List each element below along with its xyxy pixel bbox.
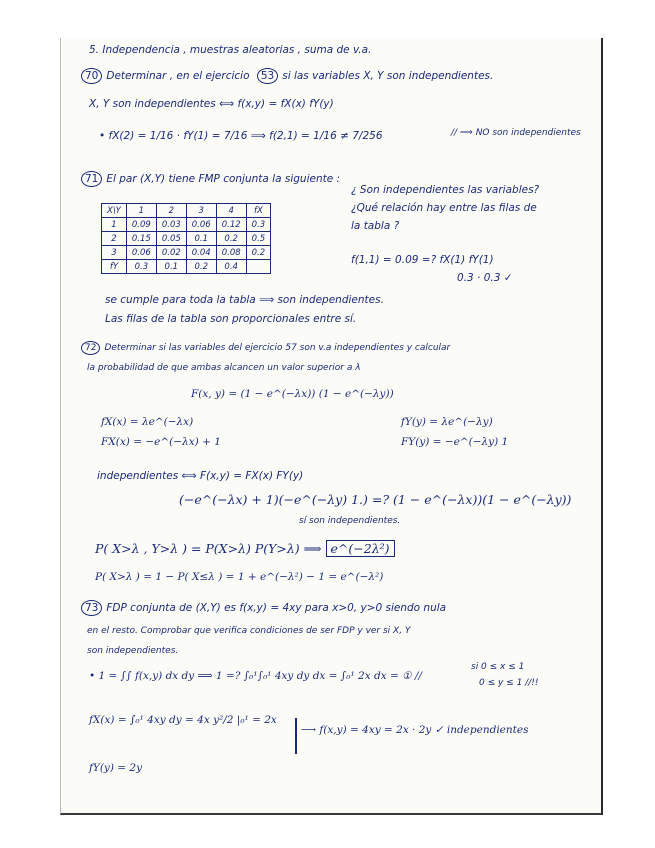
table-cell: 0.3 <box>126 260 156 274</box>
table-cell: 1 <box>102 218 127 232</box>
ex72-number: 72 <box>81 341 100 355</box>
ex73-condition-2: 0 ≤ y ≤ 1 //!! <box>479 678 539 688</box>
ex72-statement-text: Determinar si las variables del ejercicio 57 son v.a independientes y calcular <box>104 343 451 353</box>
table-header-cell: 4 <box>216 204 246 218</box>
ex71-statement <box>81 171 340 187</box>
ex72-probability-text: P( X>λ , Y>λ ) = P(X>λ) P(Y>λ) ⟹ <box>95 541 322 556</box>
ex71-statement-text: El par (X,Y) tiene FMP conjunta la siguiente : <box>106 173 341 185</box>
ex72-answer-box: e^(−2λ²) <box>326 540 395 557</box>
ex72-joint-cdf: F(x, y) = (1 − e^(−λx)) (1 − e^(−λy)) <box>191 388 394 400</box>
ex71-conclusion-2: Las filas de la tabla son proporcionales entre sí. <box>105 313 357 325</box>
ex73-marginal-y: fY(y) = 2y <box>89 762 143 774</box>
notebook-page <box>60 38 603 815</box>
ex71-number: 71 <box>81 171 102 187</box>
table-cell: 0.5 <box>246 232 271 246</box>
table-header-row <box>102 204 271 218</box>
table-cell: 0.05 <box>156 232 186 246</box>
ex70-statement-pre: Determinar , en el ejercicio <box>106 70 250 82</box>
ex73-number: 73 <box>81 600 102 616</box>
ex73-factorization: ⟶ f(x,y) = 4xy = 2x · 2y ✓ independientes <box>301 724 529 736</box>
table-cell: 3 <box>102 246 127 260</box>
ex72-probability <box>95 540 395 557</box>
ex73-condition-1: si 0 ≤ x ≤ 1 <box>471 662 525 672</box>
ex70-calculation: • fX(2) = 1/16 · fY(1) = 7/16 ⟹ f(2,1) = 1/16 ≠ 7/256 <box>99 130 383 142</box>
ex71-question-2: ¿Qué relación hay entre las filas de <box>351 202 537 214</box>
table-header-cell: 3 <box>186 204 216 218</box>
table-cell: 0.09 <box>126 218 156 232</box>
table-row <box>102 218 271 232</box>
bracket-line <box>295 718 297 754</box>
ex71-conclusion-1: se cumple para toda la tabla ⟹ son independientes. <box>105 294 384 306</box>
ex70-number: 70 <box>81 68 102 84</box>
table-cell: 0.2 <box>186 260 216 274</box>
ex72-statement-1 <box>81 341 450 355</box>
ex73-integral: • 1 = ∫∫ f(x,y) dx dy ⟹ 1 =? ∫₀¹∫₀¹ 4xy dy dx = ∫₀¹ 2x dx = ① // <box>89 670 422 682</box>
table-cell: 0.06 <box>126 246 156 260</box>
section-header: 5. Independencia , muestras aleatorias , suma de v.a. <box>89 44 372 56</box>
table-cell: 0.15 <box>126 232 156 246</box>
table-header-cell: fX <box>246 204 271 218</box>
ex73-marginal-x: fX(x) = ∫₀¹ 4xy dy = 4x y²/2 |₀¹ = 2x <box>89 714 277 726</box>
table-cell: 0.4 <box>216 260 246 274</box>
ex71-check-2: 0.3 · 0.3 ✓ <box>457 272 513 284</box>
table-cell: fY <box>102 260 127 274</box>
ex72-Fx: FX(x) = −e^(−λx) + 1 <box>101 436 221 448</box>
ex71-check: f(1,1) = 0.09 =? fX(1) fY(1) <box>351 254 494 266</box>
table-cell: 0.2 <box>216 232 246 246</box>
ex71-question-1: ¿ Son independientes las variables? <box>351 184 540 196</box>
table-cell: 0.02 <box>156 246 186 260</box>
ex70-statement-post: si las variables X, Y son independientes. <box>282 70 494 82</box>
table-header-cell: 2 <box>156 204 186 218</box>
ex70-conclusion: // ⟹ NO son independientes <box>451 128 581 138</box>
ex73-statement-3: son independientes. <box>87 646 179 656</box>
table-cell: 0.3 <box>246 218 271 232</box>
ex73-statement-1 <box>81 600 446 616</box>
table-cell: 0.06 <box>186 218 216 232</box>
ex72-fx: fX(x) = λe^(−λx) <box>101 416 194 428</box>
table-cell: 0.03 <box>156 218 186 232</box>
ex72-result: sí son independientes. <box>299 516 401 526</box>
ex72-indep-definition: independientes ⟺ F(x,y) = FX(x) FY(y) <box>97 470 304 482</box>
table-header-cell: 1 <box>126 204 156 218</box>
table-cell: 0.1 <box>186 232 216 246</box>
ex72-fy: fY(y) = λe^(−λy) <box>401 416 493 428</box>
ex70-ref: 53 <box>257 68 278 84</box>
ex72-equation: (−e^(−λx) + 1)(−e^(−λy) 1.) =? (1 − e^(−λx))(1 − e^(−λy)) <box>179 492 572 507</box>
ex72-Fy: FY(y) = −e^(−λy) 1 <box>401 436 509 448</box>
fmp-table <box>101 203 271 274</box>
table-cell: 0.12 <box>216 218 246 232</box>
table-cell <box>246 260 271 274</box>
table-header-cell: X\Y <box>102 204 127 218</box>
ex70-definition: X, Y son independientes ⟺ f(x,y) = fX(x) fY(y) <box>89 98 334 110</box>
ex71-question-3: la tabla ? <box>351 220 400 232</box>
table-cell: 2 <box>102 232 127 246</box>
ex72-single-probability: P( X>λ ) = 1 − P( X≤λ ) = 1 + e^(−λ²) − 1 = e^(−λ²) <box>95 571 384 583</box>
table-cell: 0.08 <box>216 246 246 260</box>
table-row <box>102 246 271 260</box>
ex72-statement-2: la probabilidad de que ambas alcancen un valor superior a λ <box>87 363 361 373</box>
table-row <box>102 260 271 274</box>
table-cell: 0.04 <box>186 246 216 260</box>
table-cell: 0.1 <box>156 260 186 274</box>
ex70-statement <box>81 68 493 84</box>
table-row <box>102 232 271 246</box>
table-cell: 0.2 <box>246 246 271 260</box>
ex73-statement-2: en el resto. Comprobar que verifica condiciones de ser FDP y ver si X, Y <box>87 626 411 636</box>
ex73-statement-text: FDP conjunta de (X,Y) es f(x,y) = 4xy para x>0, y>0 siendo nula <box>106 602 447 614</box>
